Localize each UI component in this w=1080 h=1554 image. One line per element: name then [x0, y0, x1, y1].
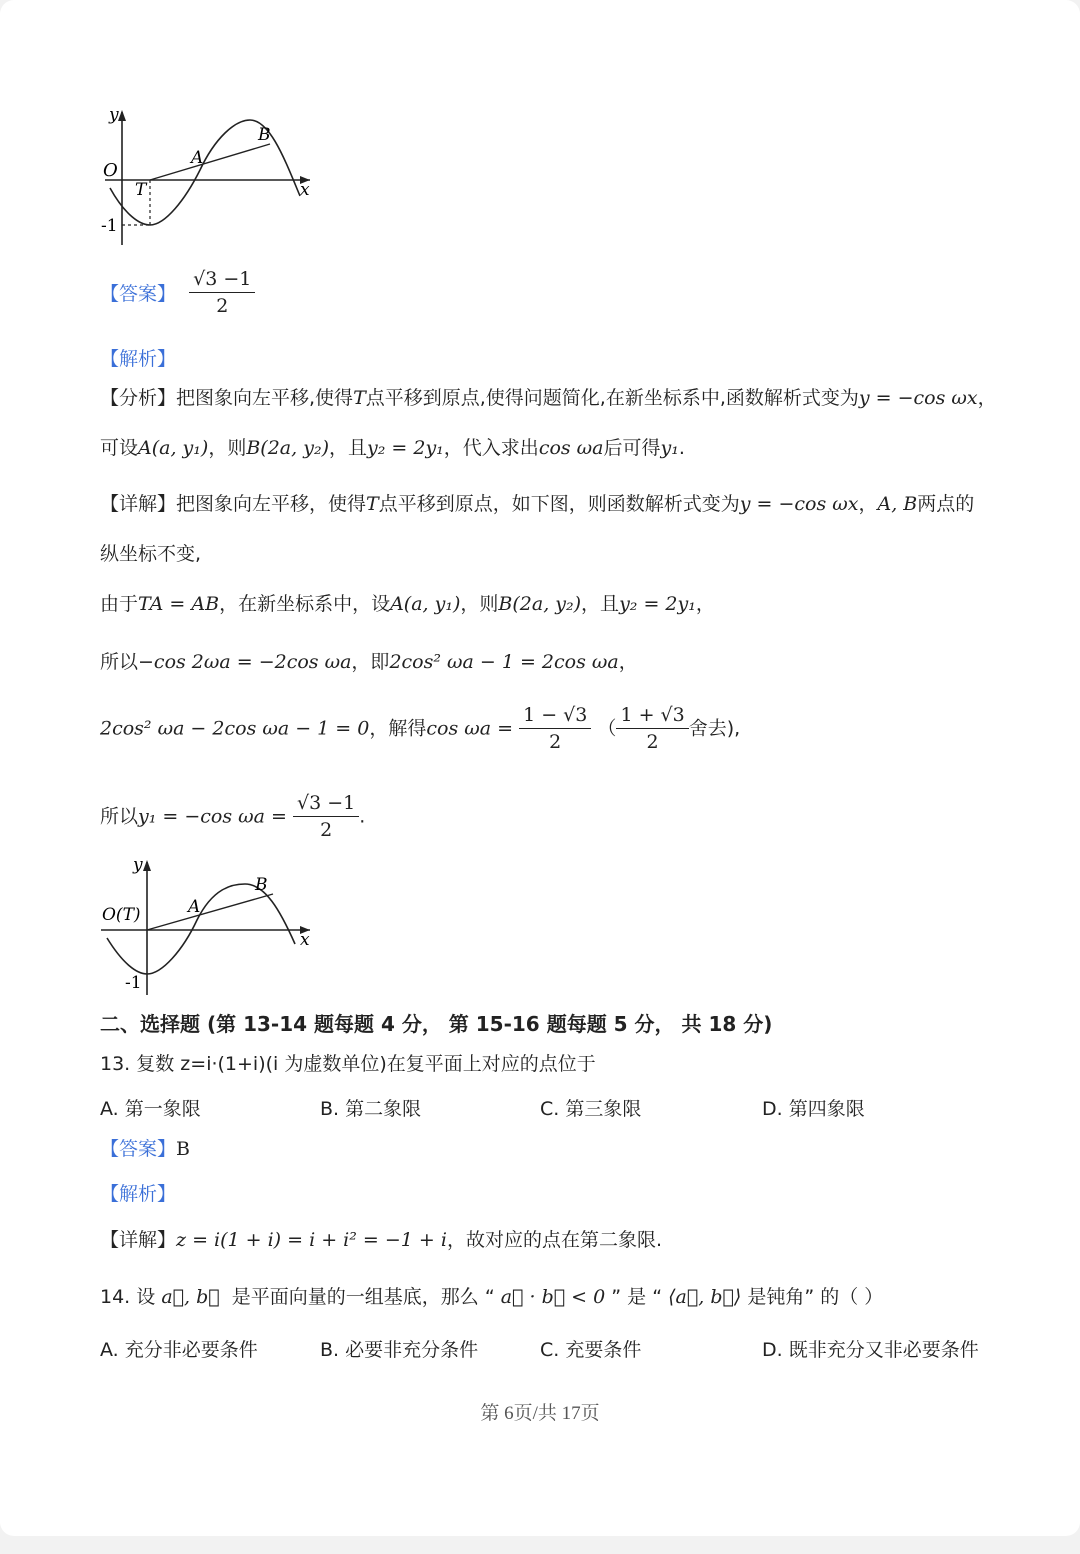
sine-graph-original [95, 100, 325, 250]
y-axis-arrow [143, 860, 151, 871]
q13-option-d: D. 第四象限 [762, 1098, 865, 1120]
label-y: y [133, 855, 143, 875]
q13-option-c: C. 第三象限 [540, 1098, 642, 1120]
label-neg1: -1 [125, 973, 142, 993]
q14-option-a: A. 充分非必要条件 [100, 1339, 258, 1361]
label-a: A [188, 897, 201, 917]
label-b: B [255, 875, 268, 895]
analysis-tag: 【解析】 [100, 348, 177, 370]
answer-denominator: 2 [216, 295, 229, 317]
sine-graph-shifted [95, 852, 325, 997]
label-neg1: -1 [101, 216, 118, 236]
q13-stem: 13. 复数 z=i·(1+i)(i 为虚数单位)在复平面上对应的点位于 [100, 1053, 596, 1075]
q14-option-b: B. 必要非充分条件 [320, 1339, 479, 1361]
label-o: O [103, 160, 118, 181]
xiangjie-line-4: 所以−cos 2ωa = −2cos ωa，即2cos² ωa − 1 = 2cos ωa， [100, 651, 638, 673]
answer-numerator: 3 −1 [205, 268, 252, 290]
xiangjie-line-2: 纵坐标不变, [100, 543, 202, 565]
q13-detail: 【详解】z = i(1 + i) = i + i² = −1 + i，故对应的点在第二象限. [100, 1229, 662, 1251]
q13-option-a: A. 第一象限 [100, 1098, 201, 1120]
fenxi-line-2: 可设A(a, y₁)，则B(2a, y₂)，且y₂ = 2y₁，代入求出cos ωa后可得y₁. [100, 437, 685, 459]
q13-answer: 【答案】B [100, 1138, 190, 1160]
label-a: A [191, 148, 204, 168]
q14-option-d: D. 既非充分又非必要条件 [762, 1339, 979, 1361]
xiangjie-line-6: 所以y₁ = −cos ωa = $\frac{√3 -1}{2}$ . [100, 792, 366, 841]
section-heading: 二、选择题 (第 13-14 题每题 4 分， 第 15-16 题每题 5 分， 共 18 分) [100, 1012, 773, 1036]
label-x: x [300, 180, 310, 200]
q14-option-c: C. 充要条件 [540, 1339, 642, 1361]
label-b: B [258, 125, 271, 145]
segment-tb [150, 144, 270, 180]
cosine-curve [107, 884, 295, 974]
q13-analysis-tag: 【解析】 [100, 1183, 177, 1205]
xiangjie-line-3: 由于TA = AB，在新坐标系中，设A(a, y₁)，则B(2a, y₂)，且y₂ = 2y₁， [100, 593, 715, 615]
q13-option-b: B. 第二象限 [320, 1098, 422, 1120]
answer-1 [100, 266, 255, 319]
y-axis-arrow [118, 110, 126, 121]
page-footer: 第 6页/共 17页 [480, 1403, 600, 1424]
answer-fraction: $\frac{√3 -1}{2}$ [189, 266, 255, 319]
sine-curve [110, 120, 300, 225]
answer-tag: 【答案】 [100, 283, 177, 305]
xiangjie-line-5: 2cos² ωa − 2cos ωa − 1 = 0，解得cos ωa = $\frac{1 - √3}{2}$ （ $\frac{1 + √3}{2}$ 舍去), [100, 704, 741, 753]
xiangjie-line-1: 【详解】把图象向左平移，使得T点平移到原点，如下图，则函数解析式变为y = −cos ωx，A, B两点的 [100, 493, 975, 515]
fenxi-line-1: 【分析】把图象向左平移,使得T点平移到原点,使得问题简化,在新坐标系中,函数解析式变为y = −cos ωx， [100, 387, 997, 409]
label-x: x [300, 930, 310, 950]
q14-stem: 14. 设 a⃗, b⃗ 是平面向量的一组基底，那么 “ a⃗ · b⃗ < 0 ” 是 “ ⟨a⃗, b⃗⟩ 是钝角” 的（ ） [100, 1286, 884, 1308]
label-t: T [135, 180, 147, 200]
label-ot: O(T) [102, 905, 141, 925]
label-y: y [109, 105, 119, 125]
